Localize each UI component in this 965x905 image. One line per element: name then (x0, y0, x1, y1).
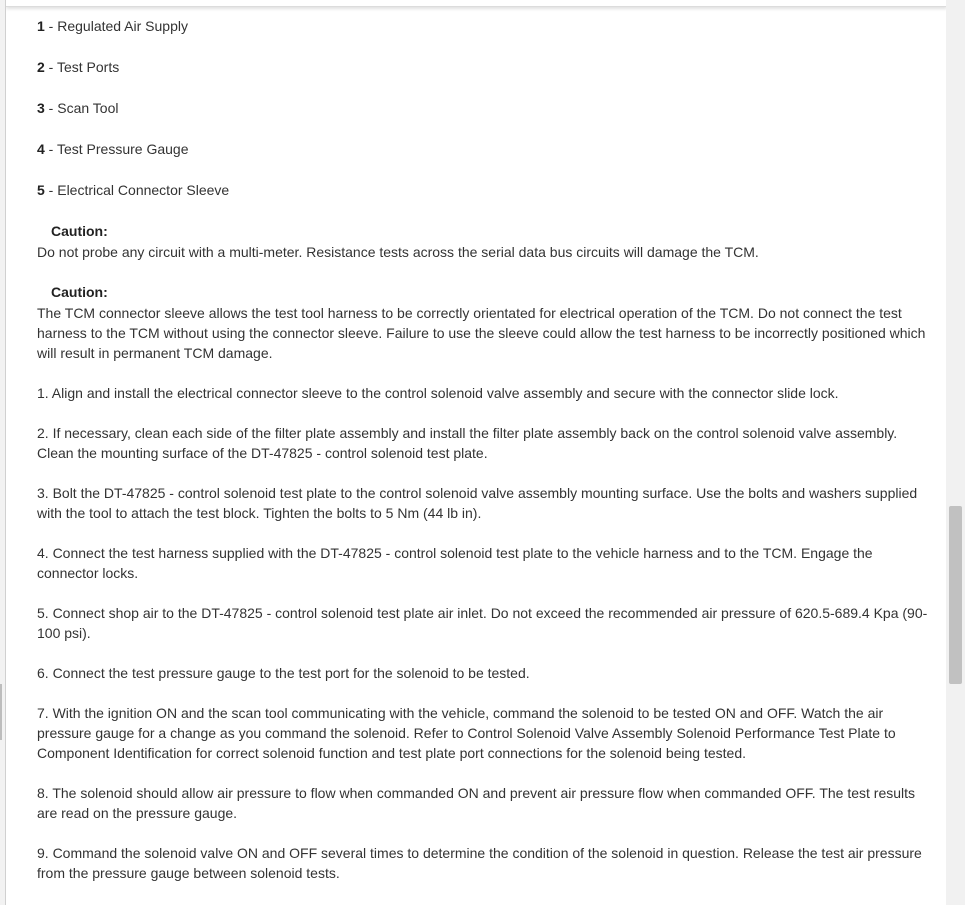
step-4: 4. Connect the test harness supplied with the DT-47825 - control solenoid test plate to the vehicle harness and to the TCM. Engage the connector locks. (37, 545, 873, 581)
vertical-scrollbar[interactable] (946, 0, 965, 905)
header-edge (6, 0, 947, 7)
legend-item: 2 - Test Ports (37, 59, 120, 75)
caution-label: Caution: (51, 284, 108, 300)
legend-item: 4 - Test Pressure Gauge (37, 141, 189, 157)
scrollbar-thumb[interactable] (949, 506, 962, 684)
step-1: 1. Align and install the electrical connector sleeve to the control solenoid valve assembly and secure with the connector slide lock. (37, 385, 839, 401)
step-5: 5. Connect shop air to the DT-47825 - control solenoid test plate air inlet. Do not exceed the recommended air pressure of 620.5-689.4 Kpa (90-100 psi). (37, 605, 928, 641)
step-2: 2. If necessary, clean each side of the filter plate assembly and install the filter plate assembly back on the control solenoid valve assembly. Clean the mounting surface of the DT-47825 - control solenoid test plate. (37, 425, 898, 461)
left-edge-marker (0, 684, 2, 740)
caution-text: The TCM connector sleeve allows the test tool harness to be correctly orientated for electrical operation of the TCM. Do not connect the test harness to the TCM without using the connector sleeve. Failure to use the sleeve could allow the test harness to be incorrectly positioned which will result in permanent TCM damage. (37, 305, 926, 361)
step-6: 6. Connect the test pressure gauge to the test port for the solenoid to be tested. (37, 665, 530, 681)
step-3: 3. Bolt the DT-47825 - control solenoid test plate to the control solenoid valve assembly mounting surface. Use the bolts and washers supplied with the tool to attach the test block. Tighten the bolts to 5 Nm (44 lb in). (37, 485, 918, 521)
step-8: 8. The solenoid should allow air pressure to flow when commanded ON and prevent air pressure flow when commanded OFF. The test results are read on the pressure gauge. (37, 785, 916, 821)
legend-item: 1 - Regulated Air Supply (37, 18, 188, 34)
legend-item: 3 - Scan Tool (37, 100, 119, 116)
legend-item: 5 - Electrical Connector Sleeve (37, 182, 230, 198)
document-panel (5, 0, 947, 905)
step-9: 9. Command the solenoid valve ON and OFF several times to determine the condition of the solenoid in question. Release the test air pressure from the pressure gauge between solenoid tests. (37, 845, 922, 881)
caution-label: Caution: (51, 223, 108, 239)
caution-text: Do not probe any circuit with a multi-meter. Resistance tests across the serial data bus circuits will damage the TCM. (37, 244, 759, 260)
step-7: 7. With the ignition ON and the scan tool communicating with the vehicle, command the solenoid to be tested ON and OFF. Watch the air pressure gauge for a change as you command the solenoid. Refer to Control Solenoid Valve Assembly Solenoid Performance Test Plate to Component Identification for correct solenoid function and test plate port connections for the solenoid being tested. (37, 705, 896, 761)
